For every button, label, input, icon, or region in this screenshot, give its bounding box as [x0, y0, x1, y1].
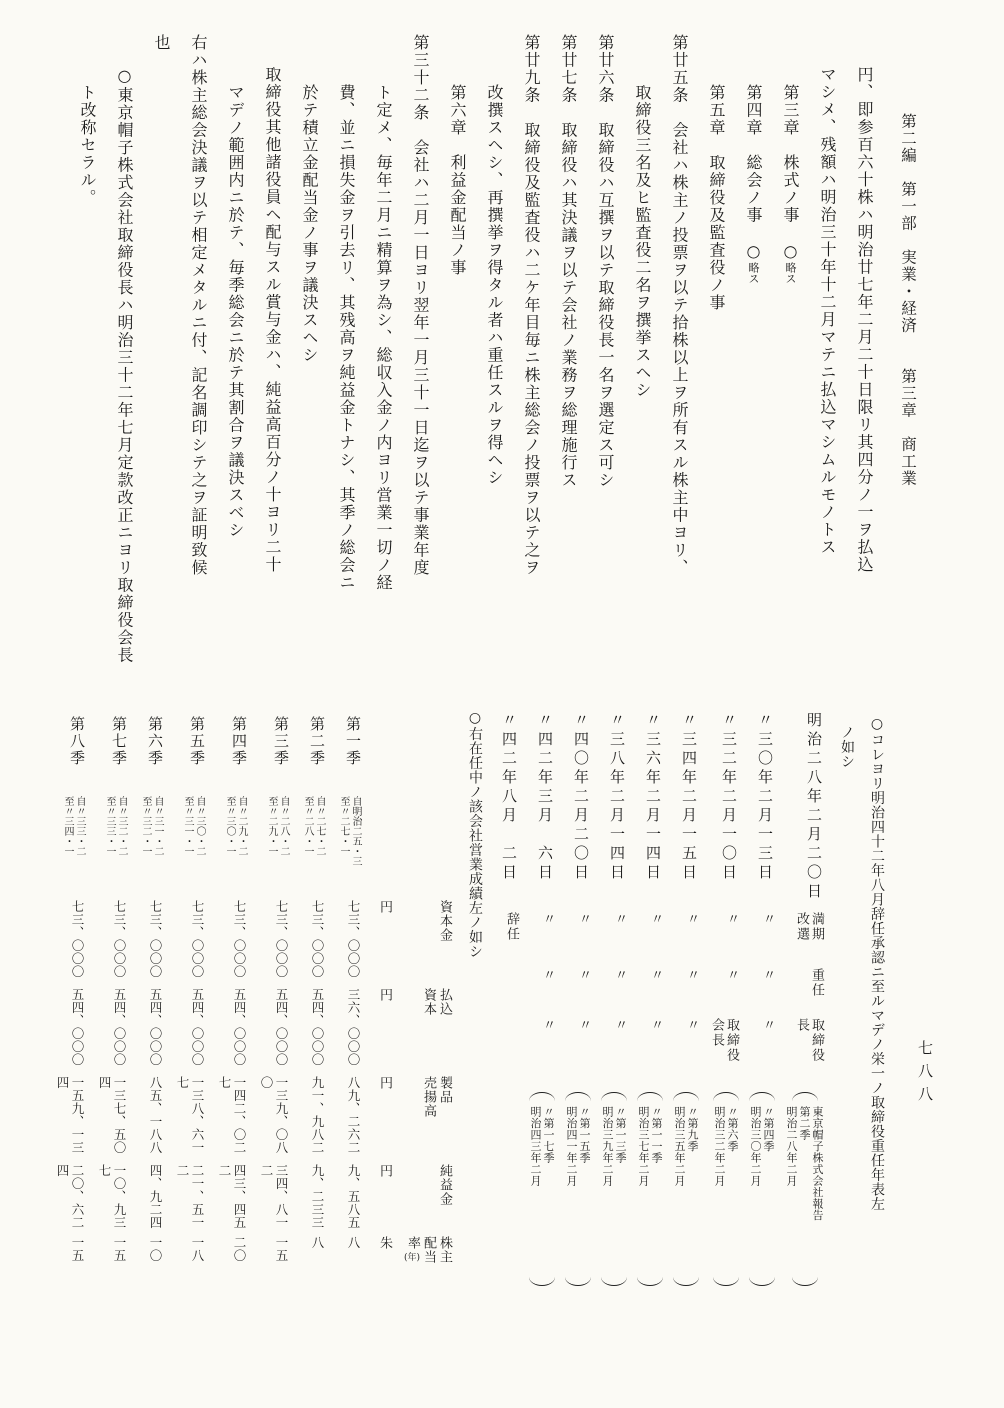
quarter-dates-text: 自〃二八・二 [277, 796, 289, 856]
results-row [259, 716, 289, 1276]
dividend-value-text: 二〇 [231, 1236, 247, 1262]
row-event-text: 〃 [760, 912, 775, 927]
row-date [679, 712, 699, 912]
paid-in-value [112, 988, 127, 1076]
row-date-text: 〃三〇年二月一三日 [756, 712, 774, 883]
row-result [809, 968, 824, 1018]
row-source-text: 〃第一七季 [542, 1106, 555, 1164]
results-unit [377, 1236, 392, 1270]
quarter-name-text: 第二季 [307, 716, 326, 767]
quarter-name [272, 716, 289, 796]
results-header [436, 900, 452, 988]
quarter-dates [301, 796, 325, 900]
results-unit [377, 988, 392, 1076]
row-source-text: 明治四三年二月 [529, 1106, 542, 1187]
results-header-text: 資本金 [437, 900, 452, 942]
profit-value-text: 一〇、九三七 [96, 1164, 127, 1229]
intro-column: ノ如シ [839, 725, 855, 769]
results-header-text: 資本 [421, 988, 436, 1016]
row-source-text: 〃第一五季 [578, 1106, 591, 1164]
row-date [607, 712, 627, 912]
row-source-text: 〃第六季 [726, 1106, 739, 1152]
row-event-text: 改選 [794, 912, 809, 942]
results-header-text: 製品 [437, 1076, 452, 1104]
sales-value-text: 一四二、〇二七 [216, 1076, 247, 1154]
quarter-dates-text: 至〃三一・一 [181, 796, 193, 856]
sales-value [217, 1076, 247, 1164]
article-column: 円、即参百六十株ハ明治廿七年二月二十日限リ其四分ノ一ヲ払込 [855, 66, 874, 574]
profit-value [259, 1164, 289, 1236]
paid-in-value [274, 988, 289, 1076]
sales-value [148, 1076, 163, 1164]
row-date-text: 〃三六年二月一四日 [644, 712, 662, 883]
paid-in-value [70, 988, 85, 1076]
article-column: 第廿五条 会社ハ株主ノ投票ヲ以テ拾株以上ヲ所有スル株主中ヨリ、 [670, 34, 689, 577]
quarter-name [230, 716, 247, 796]
profit-value-text: 九、二三三 [309, 1164, 325, 1229]
results-unit-text: 円 [376, 1164, 392, 1177]
paid-in-value-text: 五四、〇〇〇 [309, 988, 325, 1066]
row-source-text: 明治三九年二月 [601, 1106, 614, 1187]
row-result [760, 968, 775, 1018]
paid-in-value [148, 988, 163, 1076]
capital-value-text: 七三、〇〇〇 [69, 900, 85, 978]
profit-value-text: 三四、八一二 [258, 1164, 289, 1229]
article-column: 第廿七条 取締役ハ其決議ヲ以テ会社ノ業務ヲ総理施行ス [559, 34, 578, 489]
row-date [755, 712, 775, 912]
row-event [540, 912, 555, 968]
capital-value-text: 七三、〇〇〇 [147, 900, 163, 978]
row-title-text: 〃 [760, 1018, 775, 1033]
results-header-text: 純益金 [437, 1164, 452, 1206]
article-column: 於テ積立金配当金ノ事ヲ議決スヘシ [300, 84, 319, 364]
paid-in-value-text: 五四、〇〇〇 [231, 988, 247, 1066]
row-title [760, 1018, 775, 1090]
article-column: 第廿九条 取締役及監査役ハ二ケ年目毎ニ株主総会ノ投票ヲ以テ之ヲ [522, 34, 541, 577]
dividend-value [232, 1236, 247, 1270]
profit-value [97, 1164, 127, 1236]
results-table-title: ○右在任中ノ該会社営業成績左ノ如シ [467, 710, 483, 959]
row-event-text: 〃 [724, 912, 739, 927]
row-title-text: 〃 [684, 1018, 699, 1033]
row-title [709, 1018, 739, 1090]
quarter-dates-text: 自〃三一・二 [151, 796, 163, 856]
dividend-value-text: 八 [309, 1236, 325, 1249]
quarter-dates-text: 至〃三三・一 [103, 796, 115, 856]
results-table [43, 716, 452, 1276]
row-event [648, 912, 663, 968]
article-column: マデノ範囲内ニ於テ、毎季総会ニ於テ其割合ヲ議決スベシ [226, 84, 245, 539]
results-unit [377, 900, 392, 988]
reappointment-row [709, 712, 739, 1304]
row-source-text: 明治三七年二月 [637, 1106, 650, 1187]
quarter-name [110, 716, 127, 796]
row-source [637, 1090, 663, 1286]
article-column: ト定メ、毎年二月ニ精算ヲ為シ、総収入金ノ内ヨリ営業一切ノ経 [374, 84, 393, 592]
capital-value-text: 七三、〇〇〇 [345, 900, 361, 978]
quarter-dates [139, 796, 163, 900]
row-result [648, 968, 663, 1018]
article-column: ○東京帽子株式会社取締役長ハ明治三十二年七月定款改正ニヨリ取締役会長 [115, 66, 134, 664]
row-title-text: 〃 [576, 1018, 591, 1033]
row-event-text: 〃 [648, 912, 663, 927]
results-header [404, 1236, 452, 1270]
capital-value [148, 900, 163, 988]
articles-block [69, 28, 926, 670]
paid-in-value-text: 五四、〇〇〇 [147, 988, 163, 1066]
article-column: 第三十二条 会社ハ二月一日ヨリ翌年一月三十一日迄ヲ以テ事業年度 [411, 34, 430, 577]
row-date [643, 712, 663, 912]
dividend-value-text: 一五 [273, 1236, 289, 1262]
dividend-value [70, 1236, 85, 1270]
profit-value-text: 九、五八五 [345, 1164, 361, 1229]
quarter-name-text: 第三季 [271, 716, 290, 767]
row-event [576, 912, 591, 968]
row-source-text: 〃第四季 [762, 1106, 775, 1152]
row-event [684, 912, 699, 968]
row-source [529, 1090, 555, 1286]
row-source-text: 明治二八年二月 [785, 1106, 798, 1187]
quarter-name [188, 716, 205, 796]
row-title [648, 1018, 663, 1090]
row-source-text: 第二季 [798, 1106, 811, 1141]
row-date [804, 712, 824, 912]
row-result [724, 968, 739, 1018]
article-column: 第三章 株式ノ事 ○略ス [781, 84, 800, 284]
row-result [612, 968, 627, 1018]
capital-value [310, 900, 325, 988]
capital-value-text: 七三、〇〇〇 [189, 900, 205, 978]
article-column: 第廿六条 取締役ハ互撰ヲ以テ取締役長一名ヲ選定ス可シ [596, 34, 615, 489]
row-title-text: 取締役 [724, 1018, 739, 1063]
paid-in-value-text: 五四、〇〇〇 [273, 988, 289, 1066]
row-result [540, 968, 555, 1018]
sales-value-text: 一三七、五〇四 [96, 1076, 127, 1154]
quarter-dates-text: 自明治二五・三 [349, 796, 361, 866]
capital-value [232, 900, 247, 988]
quarter-dates [337, 796, 361, 900]
sales-value-text: 一三九、〇八〇 [258, 1076, 289, 1154]
results-row [337, 716, 361, 1276]
reappointment-table [489, 712, 824, 1304]
dividend-value [346, 1236, 361, 1270]
year-note: (年) [403, 1253, 420, 1263]
article-column: 取締役三名及ヒ監査役二名ヲ撰挙スヘシ [633, 84, 652, 399]
row-date [571, 712, 591, 912]
quarter-dates [103, 796, 127, 900]
row-title [794, 1018, 824, 1090]
article-column: 取締役其他諸役員ヘ配与スル賞与金ハ、純益高百分ノ十ヨリ二十 [263, 66, 282, 574]
dividend-value-text: 一〇 [147, 1236, 163, 1262]
reappointment-row [637, 712, 663, 1304]
intro-column: ○コレヨリ明治四十二年八月辞任承認ニ至ルマデノ栄一ノ取締役重任年表左 [869, 716, 885, 1211]
row-date [499, 712, 519, 912]
row-title [612, 1018, 627, 1090]
paid-in-value [190, 988, 205, 1076]
results-header [420, 988, 452, 1076]
quarter-dates-text: 自〃二九・二 [235, 796, 247, 856]
quarter-dates [61, 796, 85, 900]
row-event [504, 912, 519, 968]
results-row [97, 716, 127, 1276]
results-row [175, 716, 205, 1276]
paid-in-value-text: 三六、〇〇〇 [345, 988, 361, 1066]
row-event-text: 〃 [540, 912, 555, 927]
results-unit [377, 1164, 392, 1236]
dividend-value [274, 1236, 289, 1270]
reappointment-row [529, 712, 555, 1304]
row-title-text: 〃 [540, 1018, 555, 1033]
profit-value-text: 二〇、六二四 [54, 1164, 85, 1229]
results-header-text: 配当率(年) [403, 1236, 436, 1264]
row-event [612, 912, 627, 968]
row-result-text: 〃 [612, 968, 627, 983]
profit-value [148, 1164, 163, 1236]
results-header-text: 株主 [437, 1236, 452, 1264]
results-header [436, 1164, 452, 1236]
paid-in-value-text: 五四、〇〇〇 [69, 988, 85, 1066]
article-column: 費、並ニ損失金ヲ引去リ、其残高ヲ純益金トナシ、其季ノ総会ニ [337, 84, 356, 592]
article-column: ト改称セラル。 [78, 84, 97, 207]
quarter-dates-text: 自〃三〇・二 [193, 796, 205, 856]
page-number: 七八八 [916, 1040, 934, 1109]
sales-value [55, 1076, 85, 1164]
profit-value-text: 四三、四五二 [216, 1164, 247, 1229]
row-title [684, 1018, 699, 1090]
row-event-text: 辞任 [504, 912, 519, 942]
results-unit-text: 円 [376, 988, 392, 1001]
paid-in-value [232, 988, 247, 1076]
row-source [601, 1090, 627, 1286]
row-result [576, 968, 591, 1018]
results-row [139, 716, 163, 1276]
row-event [794, 912, 824, 968]
results-unit-text: 円 [376, 1076, 392, 1089]
reappointment-row [673, 712, 699, 1304]
profit-value-text: 二一、五一二 [174, 1164, 205, 1229]
row-title-text: 長 [794, 1018, 809, 1033]
row-date [719, 712, 739, 912]
row-result-text: 重任 [809, 968, 824, 998]
row-event-text: 満期 [809, 912, 824, 942]
row-date [535, 712, 555, 912]
sales-value [310, 1076, 325, 1164]
reappointment-row [749, 712, 775, 1304]
row-event-text: 〃 [576, 912, 591, 927]
quarter-name [344, 716, 361, 796]
row-date-text: 明治二八年二月二〇日 [805, 712, 823, 902]
row-result-text: 〃 [724, 968, 739, 983]
row-result-text: 〃 [760, 968, 775, 983]
capital-value [70, 900, 85, 988]
sales-value-text: 八五、一八八 [147, 1076, 163, 1154]
sales-value [259, 1076, 289, 1164]
row-source-text: 明治三二年二月 [713, 1106, 726, 1187]
sales-value [97, 1076, 127, 1164]
row-date-text: 〃四〇年二月二〇日 [572, 712, 590, 883]
sales-value [346, 1076, 361, 1164]
quarter-dates-text: 自〃三三・二 [73, 796, 85, 856]
results-header [420, 1076, 452, 1164]
quarter-dates-text: 至〃三四・一 [61, 796, 73, 856]
dividend-value-text: 一五 [69, 1236, 85, 1262]
dividend-value-text: 一五 [111, 1236, 127, 1262]
quarter-dates-text: 至〃二九・一 [265, 796, 277, 856]
article-column: 改撰スヘシ、再撰挙ヲ得タル者ハ重任スルヲ得ヘシ [485, 84, 504, 487]
sales-value-text: 九一、九八二 [309, 1076, 325, 1154]
row-date-text: 〃四二年三月 六日 [536, 712, 554, 883]
quarter-dates-text: 至〃二七・一 [337, 796, 349, 856]
results-row [55, 716, 85, 1276]
row-date-text: 〃三四年二月一五日 [680, 712, 698, 883]
sales-value [175, 1076, 205, 1164]
quarter-name [308, 716, 325, 796]
dividend-value [310, 1236, 325, 1270]
quarter-name-text: 第五季 [187, 716, 206, 767]
quarter-dates [181, 796, 205, 900]
profit-value-text: 四、九二四 [147, 1164, 163, 1229]
abbreviation-note: 略ス [784, 262, 797, 284]
chapter-header: 第二編 第一部 実業・経済 第三章 商工業 [899, 113, 917, 487]
reappointment-row [601, 712, 627, 1304]
results-row [217, 716, 247, 1276]
results-header-text: 売揚高 [421, 1076, 436, 1118]
row-date-text: 〃四二年八月 二日 [500, 712, 518, 883]
quarter-name-text: 第四季 [229, 716, 248, 767]
row-result [684, 968, 699, 1018]
quarter-name [68, 716, 85, 796]
article-column: 也 [152, 34, 171, 52]
row-event-text: 〃 [612, 912, 627, 927]
row-title [540, 1018, 555, 1090]
article-column: 第五章 取締役及監査役ノ事 [707, 84, 726, 312]
paid-in-value-text: 五四、〇〇〇 [111, 988, 127, 1066]
article-column: 右ハ株主総会決議ヲ以テ相定メタルニ付、記名調印シテ之ヲ証明致候 [189, 34, 208, 577]
capital-value-text: 七三、〇〇〇 [273, 900, 289, 978]
row-result-text: 〃 [684, 968, 699, 983]
quarter-dates-text: 自〃三二・二 [115, 796, 127, 856]
row-event-text: 〃 [684, 912, 699, 927]
reappointment-row [499, 712, 519, 1304]
quarter-name-text: 第八季 [67, 716, 86, 767]
capital-value [190, 900, 205, 988]
row-title-text: 会長 [709, 1018, 724, 1048]
reappointment-row [565, 712, 591, 1304]
reappointment-intro [832, 710, 892, 1270]
row-date-text: 〃三二年二月一〇日 [720, 712, 738, 883]
results-unit [377, 1076, 392, 1164]
row-source-text: 〃第一一季 [650, 1106, 663, 1164]
row-source [673, 1090, 699, 1286]
row-source [785, 1090, 824, 1286]
article-column: 第六章 利益金配当ノ事 [448, 84, 467, 277]
dividend-value [148, 1236, 163, 1270]
quarter-name-text: 第六季 [145, 716, 164, 767]
row-result-text: 〃 [540, 968, 555, 983]
sales-value-text: 一三八、六一七 [174, 1076, 205, 1154]
paid-in-value [310, 988, 325, 1076]
row-title-text: 〃 [648, 1018, 663, 1033]
reappointment-row [785, 712, 824, 1304]
row-event [760, 912, 775, 968]
row-source-text: 〃第一三季 [614, 1106, 627, 1164]
row-source [565, 1090, 591, 1286]
dividend-value-text: 八 [345, 1236, 361, 1249]
results-unit-text: 朱 [376, 1236, 392, 1249]
results-unit-text: 円 [376, 900, 392, 913]
quarter-name-text: 第七季 [109, 716, 128, 767]
paid-in-value [346, 988, 361, 1076]
row-result-text: 〃 [576, 968, 591, 983]
row-title-text: 取締役 [809, 1018, 824, 1063]
capital-value-text: 七三、〇〇〇 [231, 900, 247, 978]
row-result-text: 〃 [648, 968, 663, 983]
profit-value [310, 1164, 325, 1236]
row-source-text: 明治三五年二月 [673, 1106, 686, 1187]
row-source-text: 〃第九季 [686, 1106, 699, 1152]
quarter-dates-text: 自〃二七・二 [313, 796, 325, 856]
profit-value [346, 1164, 361, 1236]
quarter-dates [223, 796, 247, 900]
abbreviation-note: 略ス [747, 262, 760, 284]
capital-value [112, 900, 127, 988]
quarter-dates [265, 796, 289, 900]
row-date-text: 〃三八年二月一四日 [608, 712, 626, 883]
profit-value [217, 1164, 247, 1236]
profit-value [55, 1164, 85, 1236]
capital-value-text: 七三、〇〇〇 [309, 900, 325, 978]
sales-value-text: 一五九、一三四 [54, 1076, 85, 1154]
row-source-text: 明治四一年二月 [565, 1106, 578, 1187]
profit-value [175, 1164, 205, 1236]
row-source-text: 明治三〇年二月 [749, 1106, 762, 1187]
quarter-dates-text: 至〃三〇・一 [223, 796, 235, 856]
article-column: 第四章 総会ノ事 ○略ス [744, 84, 763, 284]
capital-value [274, 900, 289, 988]
sales-value-text: 八九、二六二 [345, 1076, 361, 1154]
results-header-text: 払込 [437, 988, 452, 1016]
row-source [749, 1090, 775, 1286]
row-event [724, 912, 739, 968]
row-source-text: 東京帽子株式会社報告 [811, 1106, 824, 1221]
row-title [576, 1018, 591, 1090]
quarter-dates-text: 至〃二八・一 [301, 796, 313, 856]
capital-value-text: 七三、〇〇〇 [111, 900, 127, 978]
capital-value [346, 900, 361, 988]
results-units-column [373, 716, 392, 1276]
results-header-column [404, 716, 452, 1276]
dividend-value [190, 1236, 205, 1270]
row-title-text: 〃 [612, 1018, 627, 1033]
quarter-dates-text: 至〃三二・一 [139, 796, 151, 856]
dividend-value [112, 1236, 127, 1270]
article-column: マシメ、残額ハ明治三十年十二月マテニ払込マシムルモノトス [818, 66, 837, 556]
results-row [301, 716, 325, 1276]
dividend-value-text: 一八 [189, 1236, 205, 1262]
quarter-name-text: 第一季 [343, 716, 362, 767]
paid-in-value-text: 五四、〇〇〇 [189, 988, 205, 1066]
row-source [713, 1090, 739, 1286]
quarter-name [146, 716, 163, 796]
